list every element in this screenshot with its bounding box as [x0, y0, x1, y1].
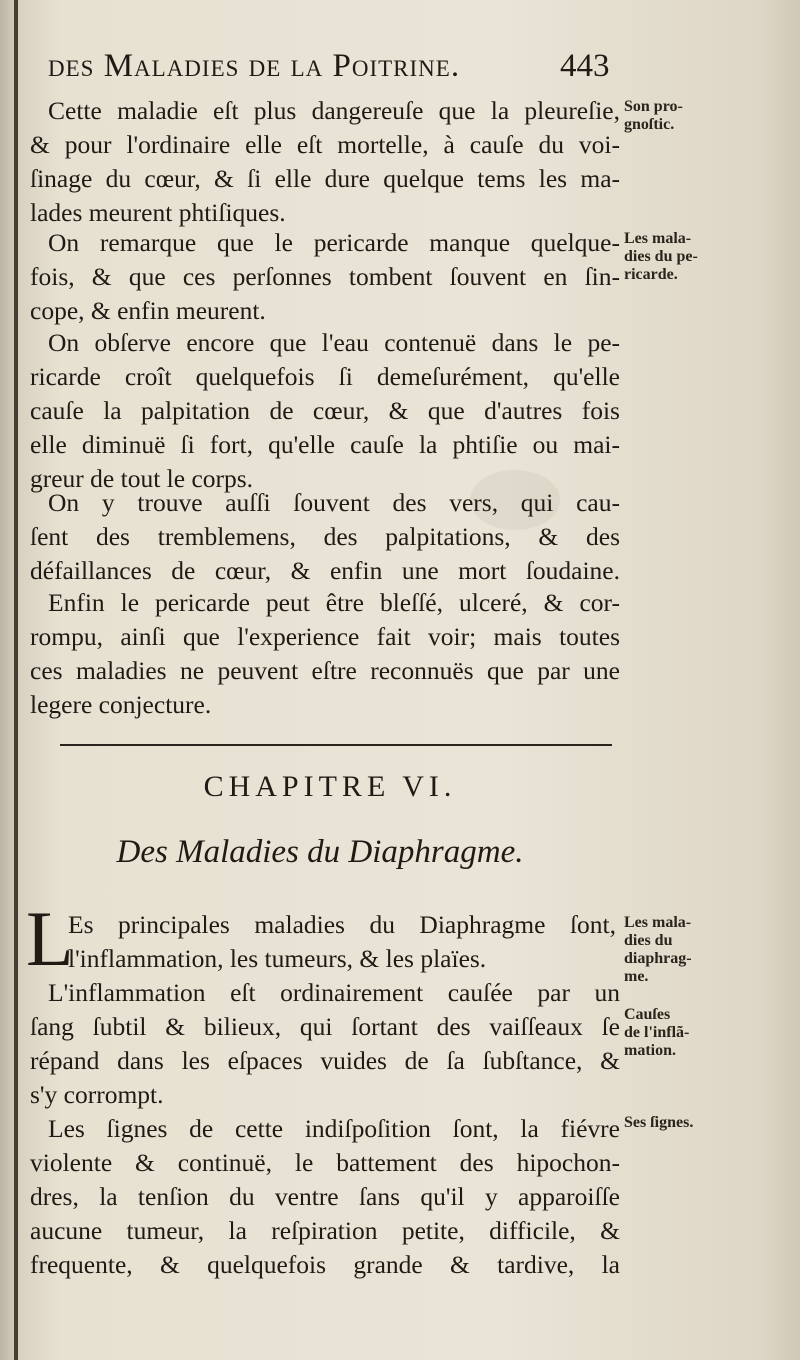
text-line: On remarque que le pericarde manque quelque-: [48, 228, 620, 257]
text-line: ſang ſubtil & bilieux, qui ſortant des vaiſſeaux ſe: [30, 1012, 620, 1041]
text-line: ſent des tremblemens, des palpitations, & des: [30, 522, 620, 551]
margin-note-line: ricarde.: [624, 266, 678, 283]
text-line: Les ſignes de cette indiſpoſition ſont, la fiévre: [48, 1114, 620, 1143]
margin-note-line: Cauſes: [624, 1006, 671, 1023]
chapter-divider-rule: [60, 744, 612, 746]
margin-note-signs: [624, 1114, 744, 1132]
text-line: cauſe la palpitation de cœur, & que d'autres fois: [30, 396, 620, 425]
margin-note-line: dies du pe-: [624, 248, 698, 265]
page-number: 443: [560, 48, 610, 84]
text-line: Enfin le pericarde peut être bleſſé, ulceré, & cor-: [48, 588, 620, 617]
text-line: aucune tumeur, la reſpiration petite, difficile, &: [30, 1216, 620, 1245]
text-line: répand dans les eſpaces vuides de ſa ſubſtance, &: [30, 1046, 620, 1075]
drop-cap: L: [26, 895, 74, 982]
text-line: Cette maladie eſt plus dangereuſe que la pleureſie,: [48, 96, 620, 125]
text-line: & pour l'ordinaire elle eſt mortelle, à cauſe du voi-: [30, 130, 620, 159]
paragraph-pericarde-missing: [30, 226, 620, 328]
running-header: des Maladies de la Poitrine.: [48, 48, 461, 84]
margin-note-line: gnoſtic.: [624, 116, 675, 133]
text-line: L'inflammation eſt ordinairement cauſée par un: [48, 978, 620, 1007]
text-line: défaillances de cœur, & enfin une mort ſoudaine.: [30, 556, 620, 585]
margin-note-inflammation-causes: [624, 1006, 744, 1060]
margin-note-line: diaphrag-: [624, 950, 692, 967]
margin-note-prognostic: [624, 98, 744, 134]
text-line: s'y corrompt.: [30, 1080, 164, 1109]
text-line: ces maladies ne peuvent eſtre reconnuës que par une: [30, 656, 620, 685]
margin-note-line: Les mala-: [624, 230, 692, 247]
page-binding-edge: [14, 0, 18, 1360]
margin-note-diaphragm-diseases: [624, 914, 744, 986]
text-line: On obſerve encore que l'eau contenuë dans le pe-: [48, 328, 620, 357]
margin-note-line: Ses ſignes.: [624, 1114, 694, 1131]
text-line: elle diminuë ſi fort, qu'elle cauſe la phtiſie ou mai-: [30, 430, 620, 459]
paragraph-pericarde-water: [30, 326, 620, 496]
text-line: ricarde croît quelquefois ſi demeſurément, qu'elle: [30, 362, 620, 391]
text-line: lades meurent phtiſiques.: [30, 198, 286, 227]
text-line: rompu, ainſi que l'experience fait voir; mais toutes: [30, 622, 620, 651]
text-line: fois, & que ces perſonnes tombent ſouvent en ſin-: [30, 262, 620, 291]
chapter-opening-lines: [68, 908, 616, 976]
margin-note-line: dies du: [624, 932, 673, 949]
paragraph-wounds: [30, 586, 620, 722]
paragraph-prognostic: [30, 94, 620, 230]
text-line: ſinage du cœur, & ſi elle dure quelque tems les ma-: [30, 164, 620, 193]
text-line: On y trouve auſſi ſouvent des vers, qui cau-: [48, 488, 620, 517]
chapter-body: [30, 976, 620, 1282]
chapter-subtitle: Des Maladies du Diaphragme.: [116, 834, 524, 870]
text-line: Es principales maladies du Diaphragme ſont,: [68, 910, 616, 939]
paragraph-worms: [30, 486, 620, 588]
text-line: dres, la tenſion du ventre ſans qu'il y apparoiſſe: [30, 1182, 620, 1211]
margin-note-pericarde: [624, 230, 744, 284]
margin-note-line: mation.: [624, 1042, 676, 1059]
text-line: cope, & enfin meurent.: [30, 296, 266, 325]
chapter-title: CHAPITRE VI.: [203, 770, 457, 803]
margin-note-line: Son pro-: [624, 98, 683, 115]
text-line: l'inflammation, les tumeurs, & les plaïes.: [68, 944, 487, 973]
margin-note-line: de l'inflã-: [624, 1024, 690, 1041]
margin-note-line: Les mala-: [624, 914, 692, 931]
text-line: greur de tout le corps.: [30, 464, 254, 493]
text-line: legere conjecture.: [30, 690, 212, 719]
text-line: frequente, & quelquefois grande & tardive, la: [30, 1250, 620, 1279]
text-line: violente & continuë, le battement des hipochon-: [30, 1148, 620, 1177]
margin-note-line: me.: [624, 968, 649, 985]
